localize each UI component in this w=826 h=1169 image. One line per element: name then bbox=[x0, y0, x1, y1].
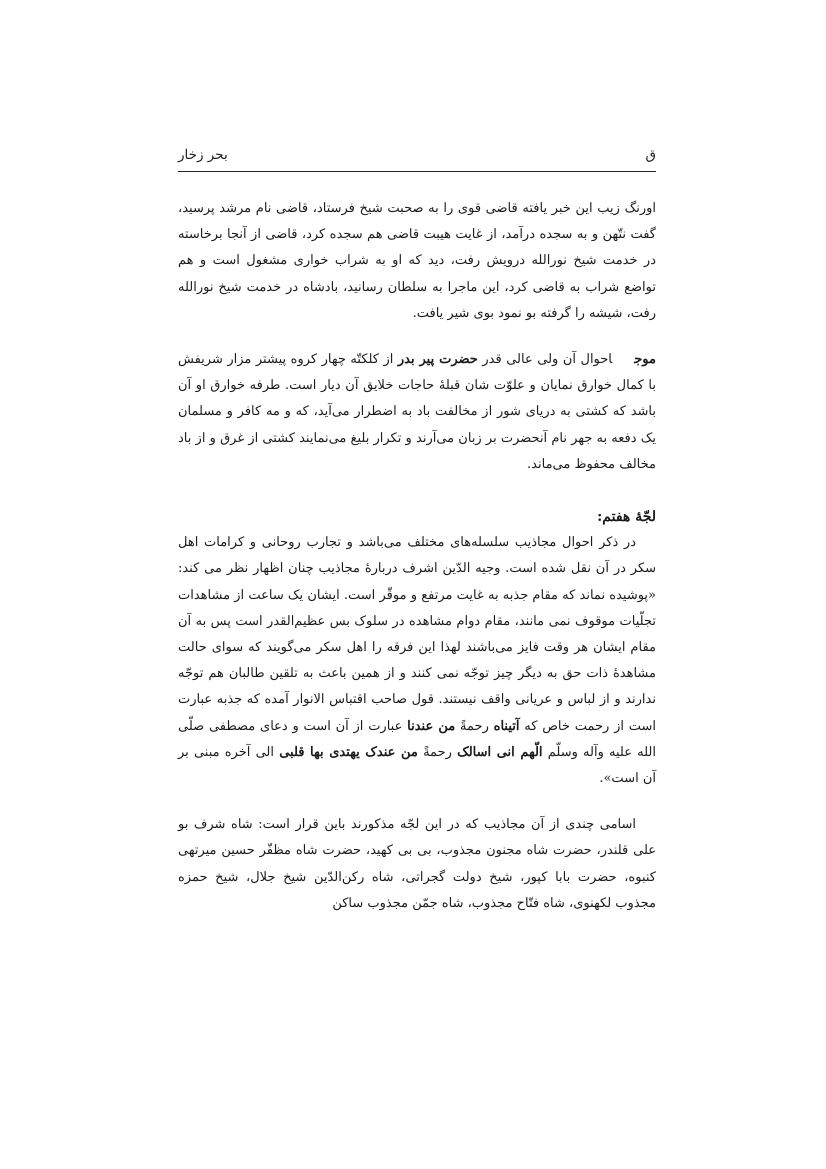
paragraph-2 bbox=[178, 347, 656, 478]
page-number: ق bbox=[645, 147, 656, 163]
body-text bbox=[178, 196, 656, 917]
header-rule bbox=[178, 171, 656, 172]
paragraph-2-part2: از کلکتّه چهار کروه پیشتر مزار شریفش با کمال خوارق نمایان و علوّت شان قبلهٔ حاجات خلایق آن دیار است. طرفه خوارق او آن باشد که کشتی به دریای شور از مخالفت باد به اضطرار می‌آید، که و مه کافر و مسلمان یک دفعه به جهر نام آنحضرت بر زبان می‌آرند و تکرار بلیغ می‌نمایند کشتی از غرق و از باد مخالف محفوظ می‌ماند. bbox=[178, 352, 656, 472]
paragraph-3-part3: عبارت از آن است و دعای مصطفی صلّی الله علیه وآله وسلّم bbox=[178, 718, 657, 760]
paragraph-2-part1: احوال آن ولی عالی قدر bbox=[482, 352, 613, 368]
section-heading: لجّهٔ هفتم: bbox=[597, 509, 656, 526]
paragraph-3-part5: الی آخره مبنی بر آن است». bbox=[178, 744, 656, 787]
paragraph-3 bbox=[178, 530, 656, 792]
quran-phrase-3: الّهم انی اسالک bbox=[457, 744, 543, 760]
running-title: بحر زخار bbox=[178, 147, 228, 163]
paragraph-3-part1: در ذکر احوال مجاذیب سلسله‌های مختلف می‌باشد و تجارب روحانی و کرامات اهل سکر در آن نقل شده است. وجیه الدّین اشرف دربارهٔ مجاذیب چنان اظهار نظر می کند: «پوشیده نماند که مقام جذبه به غایت مرتفع و موقّر است. ایشان یک ساعت از مشاهدات تجلّیات موقوف نمی مانند، مقام دوام مشاهده در سلوک بس عظیم‌القدر است پس به آن مقام ایشان هر وقت فایز می‌باشند لهذا این فرقه را اهل سکر می‌گویند که سوای حالت مشاهدهٔ ذات حق به دیگر چیز توجّه نمی کنند و از همین باعث به تلقین طالبان هم توجّه ندارند و از لباس و عریانی واقف نیستند. قول صاحب اقتباس الانوار آمده که جذبه عبارت است از رحمت خاص که bbox=[178, 535, 657, 734]
paragraph-3-part4: رحمةً bbox=[423, 744, 452, 760]
paragraph-1: اورنگ زیب این خبر یافته قاضی قوی را به صحبت شیخ فرستاد، قاضی نام مرشد پرسید، گفت نتّهن و به سجده درآمد، از غایت هیبت قاضی هم سجده کرد، قاضی از آنجا برخاسته در خدمت شیخ نورالله درویش رفت، دید که او به شراب خواری مشغول است و هم تواضع شراب به قاضی کرد، این ماجرا به سلطان رسانید، بادشاه در خدمت شیخ نورالله رفت، شیشه را گرفته بو نمود بوی شیر یافت. bbox=[178, 201, 656, 321]
quran-phrase-1: آتیناه bbox=[493, 718, 520, 734]
paragraph-2-lead: موج bbox=[634, 352, 656, 368]
saint-name: حضرت پیر بدر bbox=[397, 352, 478, 368]
quran-phrase-2: من عندنا bbox=[407, 718, 456, 734]
quran-phrase-4: من عندک یهتدی بها قلبی bbox=[279, 744, 418, 760]
running-header bbox=[178, 147, 656, 169]
paragraph-3-part2: رحمةً bbox=[460, 718, 489, 734]
paragraph-4: اسامی چندی از آن مجاذیب که در این لجّه مذکورند باین قرار است: شاه شرف بو علی قلندر، حضرت شاه مجنون مجذوب، بی بی کهید، حضرت شاه مظفّر حسین میرتهی کنبوه، حضرت بابا کپور، شیخ دولت گجراتی، شاه رکن‌الدّین شیخ جلال، شیخ حمزه مجذوب لکهنوی، شاه فتّاح مجذوب، شاه جمّن مجذوب ساکن bbox=[178, 817, 656, 911]
